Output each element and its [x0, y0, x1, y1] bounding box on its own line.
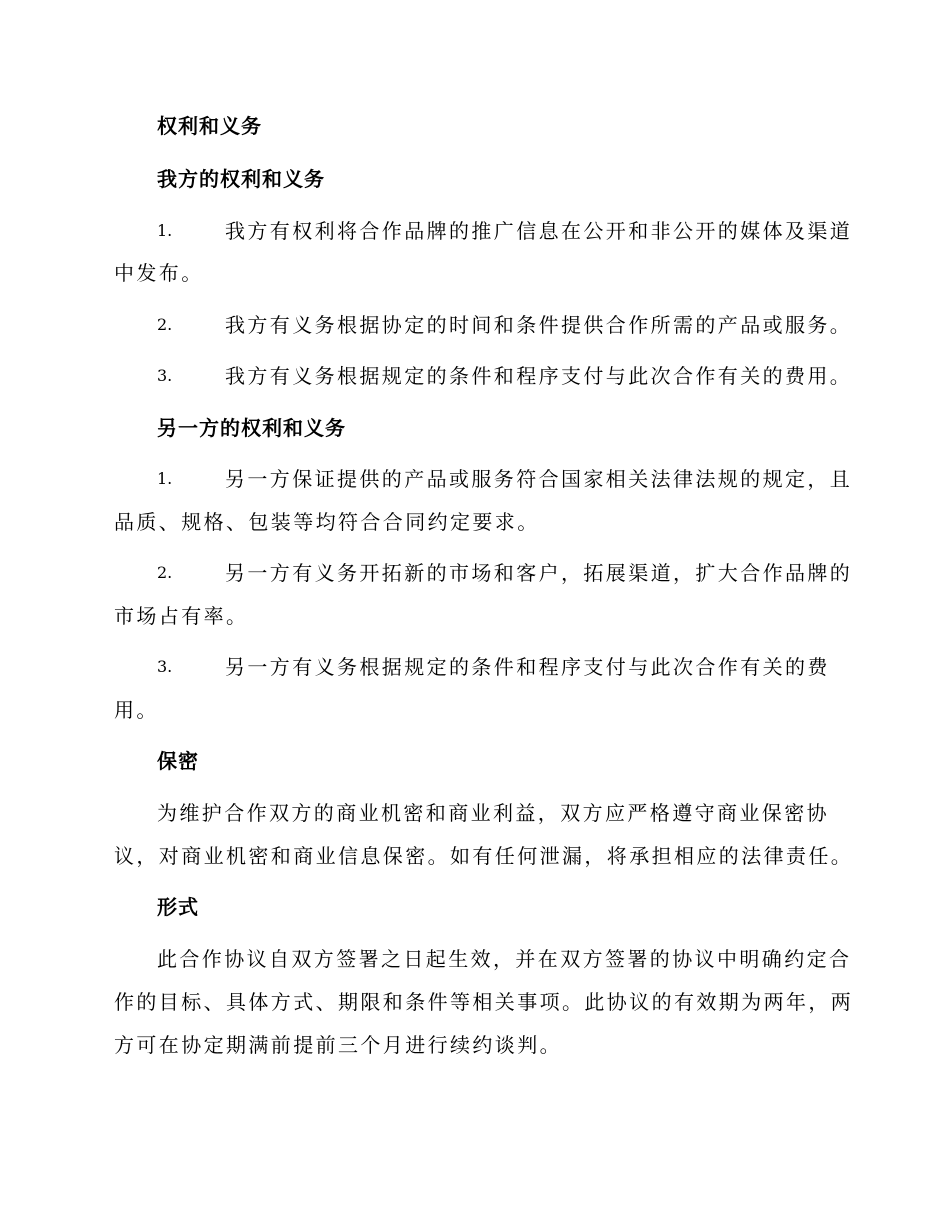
- item-text: 另一方有义务开拓新的市场和客户，拓展渠道，扩大合作品牌的: [225, 561, 853, 585]
- item-text: 我方有义务根据协定的时间和条件提供合作所需的产品或服务。: [225, 313, 853, 337]
- item-text: 我方有义务根据规定的条件和程序支付与此次合作有关的费用。: [225, 364, 853, 388]
- item-text: 另一方保证提供的产品或服务符合国家相关法律法规的规定，且: [225, 467, 853, 491]
- paragraph-line: 此合作协议自双方签署之日起生效，并在双方签署的协议中明确约定合: [157, 947, 852, 971]
- item-text-continued: 品质、规格、包装等均符合合同约定要求。: [114, 510, 540, 534]
- section-title-form: 形式: [157, 895, 199, 919]
- item-number: 2.: [157, 563, 173, 582]
- item-text-continued: 用。: [114, 698, 159, 722]
- item-text-continued: 中发布。: [114, 261, 204, 285]
- item-text: 我方有权利将合作品牌的推广信息在公开和非公开的媒体及渠道: [225, 219, 853, 243]
- subsection-title-our-rights: 我方的权利和义务: [157, 167, 325, 191]
- paragraph-line: 方可在协定期满前提前三个月进行续约谈判。: [114, 1033, 562, 1057]
- item-text-continued: 市场占有率。: [114, 604, 249, 628]
- item-number: 3.: [157, 366, 173, 385]
- item-number: 1.: [157, 221, 173, 240]
- item-number: 2.: [157, 315, 173, 334]
- paragraph-line: 为维护合作双方的商业机密和商业利益，双方应严格遵守商业保密协: [157, 801, 829, 825]
- subsection-title-other-rights: 另一方的权利和义务: [157, 416, 346, 440]
- section-title-confidentiality: 保密: [157, 749, 199, 773]
- item-number: 3.: [157, 657, 173, 676]
- paragraph-line: 议，对商业机密和商业信息保密。如有任何泄漏，将承担相应的法律责任。: [114, 844, 854, 868]
- item-text: 另一方有义务根据规定的条件和程序支付与此次合作有关的费: [225, 655, 830, 679]
- item-number: 1.: [157, 469, 173, 488]
- paragraph-line: 作的目标、具体方式、期限和条件等相关事项。此协议的有效期为两年，两: [114, 990, 854, 1014]
- section-title-rights: 权利和义务: [157, 114, 262, 138]
